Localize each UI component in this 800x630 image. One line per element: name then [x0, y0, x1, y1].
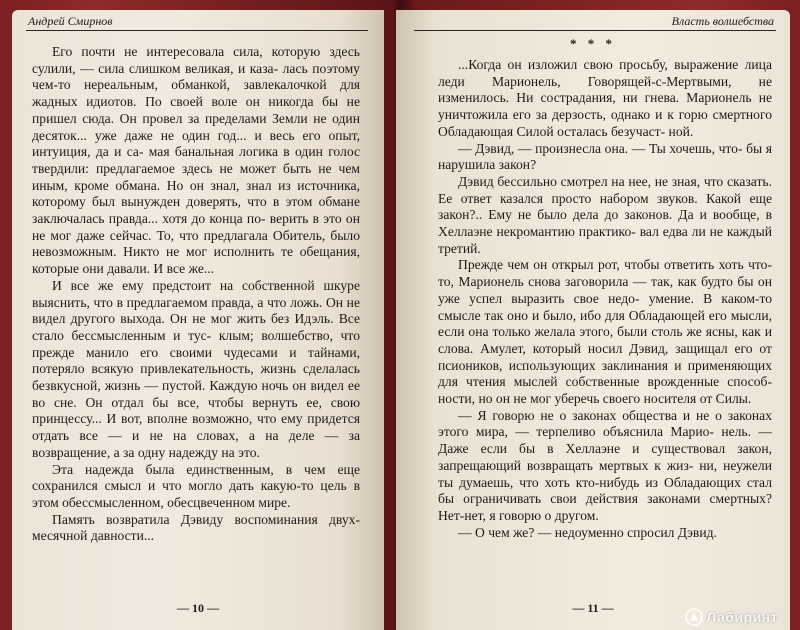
page-number-left: — 10 — [177, 601, 219, 615]
right-page [396, 10, 790, 630]
page-number-right: — 11 — [572, 601, 614, 615]
right-page-text [438, 57, 772, 541]
running-header-title: Власть волшебства [671, 14, 774, 28]
paragraph: Эта надежда была единственным, в чем еще сохранился смысл и что могло дать какую-то цель в этом обессмысленном, обесцвеченном мире. [32, 461, 360, 510]
header-rule [26, 30, 368, 31]
paragraph: Дэвид бессильно смотрел на нее, не зная, что сказать. Ее ответ казался просто набором звуков. Какой еще закон?.. Ему не было дела до законов. Да и вообще, в Хеллаэне некромантию практико- вал едва ли не каждый третий. [438, 173, 773, 256]
header-rule [414, 30, 776, 31]
paragraph: — Дэвид, — произнесла она. — Ты хочешь, что- бы я нарушила закон? [438, 140, 772, 173]
paragraph: И все же ему предстоит на собственной шкуре выяснить, что в предлагаемом правда, а что ложь. Он не видел другого выхода. Он не мог жить без Идэль. Все стало бессмысленным и тус- клым; волшебство, что прежде манило его своими чудесами и тайнами, потеряло всякую привлекательность, жизнь сделалась безвкусной, жизнь — пустой. Каждую ночь он видел ее во сне. Он отдал бы все, чтобы вернуть ее, свою принцессу... И вот, вполне возможно, что ему придется отдать все — и не на словах, а на деле — за возвращение, а за одну надежду на это. [32, 277, 361, 460]
paragraph: Память возвратила Дэвиду воспоминания двух- месячной давности... [32, 511, 360, 544]
labirint-logo-icon [685, 608, 703, 626]
left-page [12, 10, 384, 630]
section-separator: * * * [570, 36, 616, 51]
paragraph: ...Когда он изложил свою просьбу, выражение лица леди Марионель, Говорящей-с-Мертвыми, не изменилось. Ни сострадания, ни гнева. Марионель не уничтожила его за дерзость, однако и к горю смертного Обладающая Силой осталась безучаст- ной. [438, 57, 772, 139]
paragraph: — О чем же? — недоуменно спросил Дэвид. [458, 524, 717, 540]
running-header-author: Андрей Смирнов [28, 14, 113, 28]
labirint-watermark: Лабиринт [685, 608, 778, 626]
paragraph: Его почти не интересовала сила, которую здесь сулили, — сила слишком великая, и каза- лась поэтому чем-то нереальным, обманкой, завлекалочкой для жадных идиотов. По своей воле он никогда бы не пришел сюда. Он провел за пределами Земли не один десяток... уже даже не один год... и весь его опыт, интуиция, да и са- мая банальная логика в один голос твердили: предлагаемое здесь не может быть не чем иным, кроме обмана. Но он знал, знал из источника, которому был вынужден доверять, что в этом обмане заключалась правда... хотя до конца по- верить в это он не мог даже сейчас. То, что предлагала Обитель, было невозможным. Никто не мог исполнить те обещания, которые они давали. И все же... [32, 44, 361, 277]
paragraph: — Я говорю не о законах общества и не о законах этого мира, — терпеливо объяснила Марио- нель. — Даже если бы в Хеллаэне и существовал закон, запрещающий возвращать мертвых к жиз- ни, неужели ты думаешь, что хоть кто-нибудь из Обладающих стал бы ограничивать свои действия законами смертных? Нет-нет, я говорю о другом. [438, 407, 773, 523]
paragraph: Прежде чем он открыл рот, чтобы ответить хоть что-то, Марионель снова заговорила — так, как будто бы он уже успел выразить свое недо- умение. В каком-то смысле так оно и было, ибо для Обладающей его мысли, если она только желала этого, были столь же ясны, как и слова. Амулет, который носил Дэвид, защищал его от псиоников, использующих заклинания и применяющих для чтения мыслей собственные врожденные способ- ности, но он не мог уберечь своего носителя от Силы. [438, 257, 773, 407]
left-page-text [32, 44, 360, 545]
